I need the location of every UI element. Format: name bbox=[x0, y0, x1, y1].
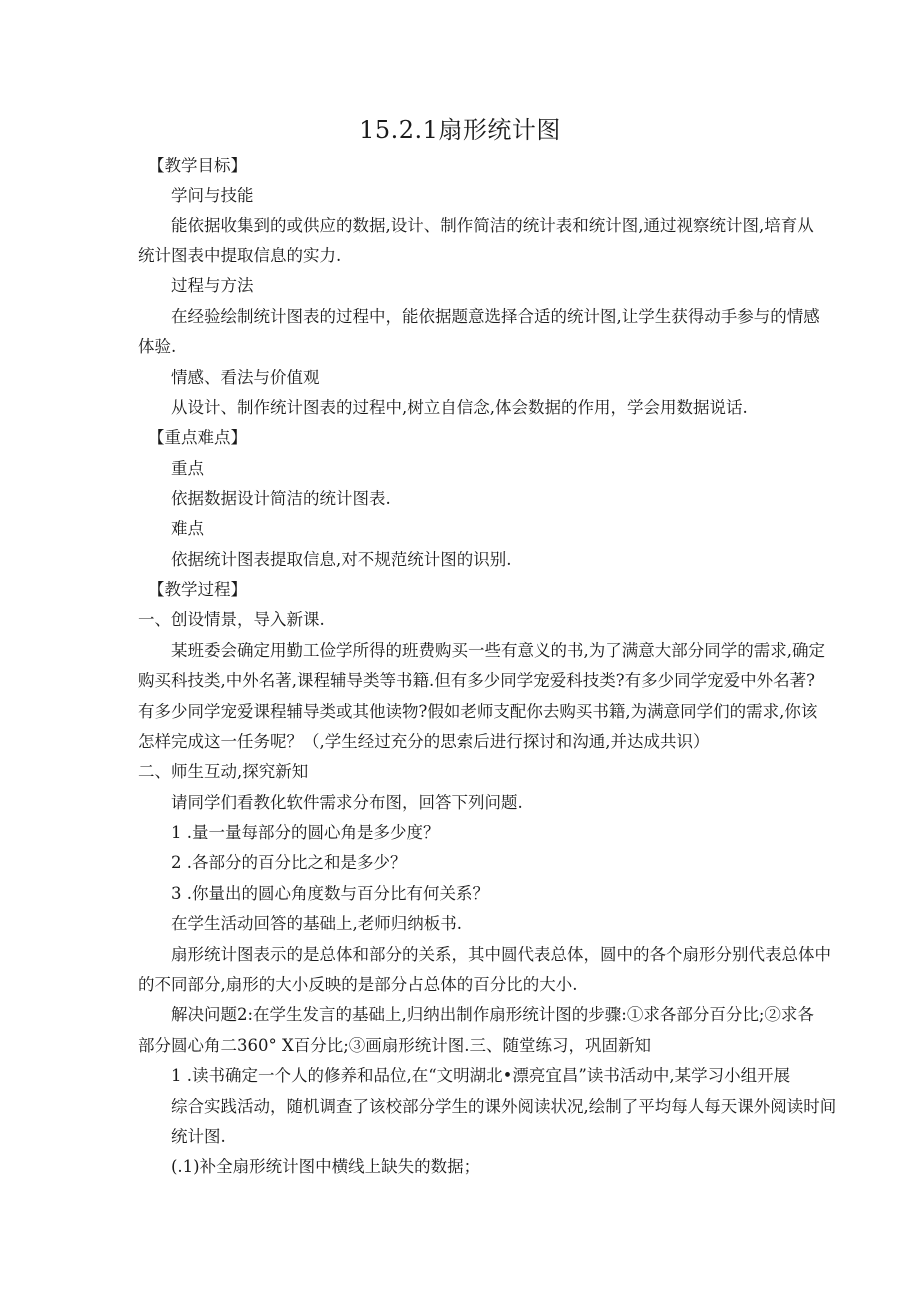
paragraph-line: 请同学们看教化软件需求分布图，回答下列问题. bbox=[171, 793, 523, 812]
paragraph-line: 综合实践活动，随机调查了该校部分学生的课外阅读状况,绘制了平均每人每天课外阅读时间 bbox=[171, 1097, 837, 1116]
section-heading-objectives: 【教学目标】 bbox=[148, 156, 247, 175]
subheading-key-point: 重点 bbox=[171, 459, 204, 478]
question-item: 2 .各部分的百分比之和是多少？ bbox=[171, 853, 407, 872]
paragraph-line: 在学生活动回答的基础上,老师归纳板书. bbox=[171, 914, 462, 933]
subheading-attitude-values: 情感、看法与价值观 bbox=[171, 368, 320, 387]
section-heading-key-points: 【重点难点】 bbox=[148, 428, 247, 447]
paragraph-line: 扇形统计图表示的是总体和部分的关系，其中圆代表总体，圆中的各个扇形分别代表总体中 bbox=[171, 945, 831, 964]
paragraph-line: 怎样完成这一任务呢？（,学生经过充分的思索后进行探讨和沟通,并达成共识） bbox=[138, 732, 710, 751]
document-title: 15.2.1扇形统计图 bbox=[359, 116, 561, 144]
paragraph-line: 依据统计图表提取信息,对不规范统计图的识别. bbox=[171, 550, 512, 569]
paragraph-line: 体验. bbox=[138, 337, 177, 356]
subheading-process-method: 过程与方法 bbox=[171, 276, 254, 295]
question-item: 1 .量一量每部分的圆心角是多少度？ bbox=[171, 823, 440, 842]
paragraph-line: 有多少同学宠爱课程辅导类或其他读物?假如老师支配你去购买书籍,为满意同学们的需求,你该 bbox=[138, 702, 818, 721]
question-item: 3 .你量出的圆心角度数与百分比有何关系？ bbox=[171, 884, 489, 903]
section-heading-process: 【教学过程】 bbox=[148, 580, 247, 599]
paragraph-line: 购买科技类,中外名著,课程辅导类等书籍.但有多少同学宠爱科技类?有多少同学宠爱中外名著? bbox=[138, 671, 815, 690]
paragraph-line: 从设计、制作统计图表的过程中,树立自信念,体会数据的作用，学会用数据说话. bbox=[171, 398, 748, 417]
paragraph-line: 依据数据设计简洁的统计图表. bbox=[171, 489, 391, 508]
sub-question-item: (.1)补全扇形统计图中横线上缺失的数据； bbox=[171, 1157, 481, 1176]
subheading-difficulty: 难点 bbox=[171, 519, 204, 538]
step-heading-intro: 一、创设情景，导入新课. bbox=[138, 610, 325, 629]
paragraph-line: 部分圆心角二360° X百分比;③画扇形统计图.三、随堂练习，巩固新知 bbox=[138, 1036, 652, 1055]
paragraph-line: 在经验绘制统计图表的过程中，能依据题意选择合适的统计图,让学生获得动手参与的情感 bbox=[171, 307, 820, 326]
paragraph-line: 某班委会确定用勤工俭学所得的班费购买一些有意义的书,为了满意大部分同学的需求,确定 bbox=[171, 641, 825, 660]
paragraph-line: 统计图表中提取信息的实力. bbox=[138, 246, 342, 265]
paragraph-line: 能依据收集到的或供应的数据,设计、制作简洁的统计表和统计图,通过视察统计图,培育从 bbox=[171, 216, 814, 235]
subheading-knowledge-skills: 学问与技能 bbox=[171, 186, 254, 205]
exercise-item: 1 .读书确定一个人的修养和品位,在“文明湖北•漂亮宜昌”读书活动中,某学习小组开展 bbox=[171, 1066, 791, 1085]
paragraph-line: 的不同部分,扇形的大小反映的是部分占总体的百分比的大小. bbox=[138, 975, 578, 994]
step-heading-explore: 二、师生互动,探究新知 bbox=[138, 762, 309, 781]
paragraph-line: 解决问题2:在学生发言的基础上,归纳出制作扇形统计图的步骤:①求各部分百分比;②求各 bbox=[171, 1005, 814, 1024]
paragraph-line: 统计图. bbox=[171, 1127, 226, 1146]
